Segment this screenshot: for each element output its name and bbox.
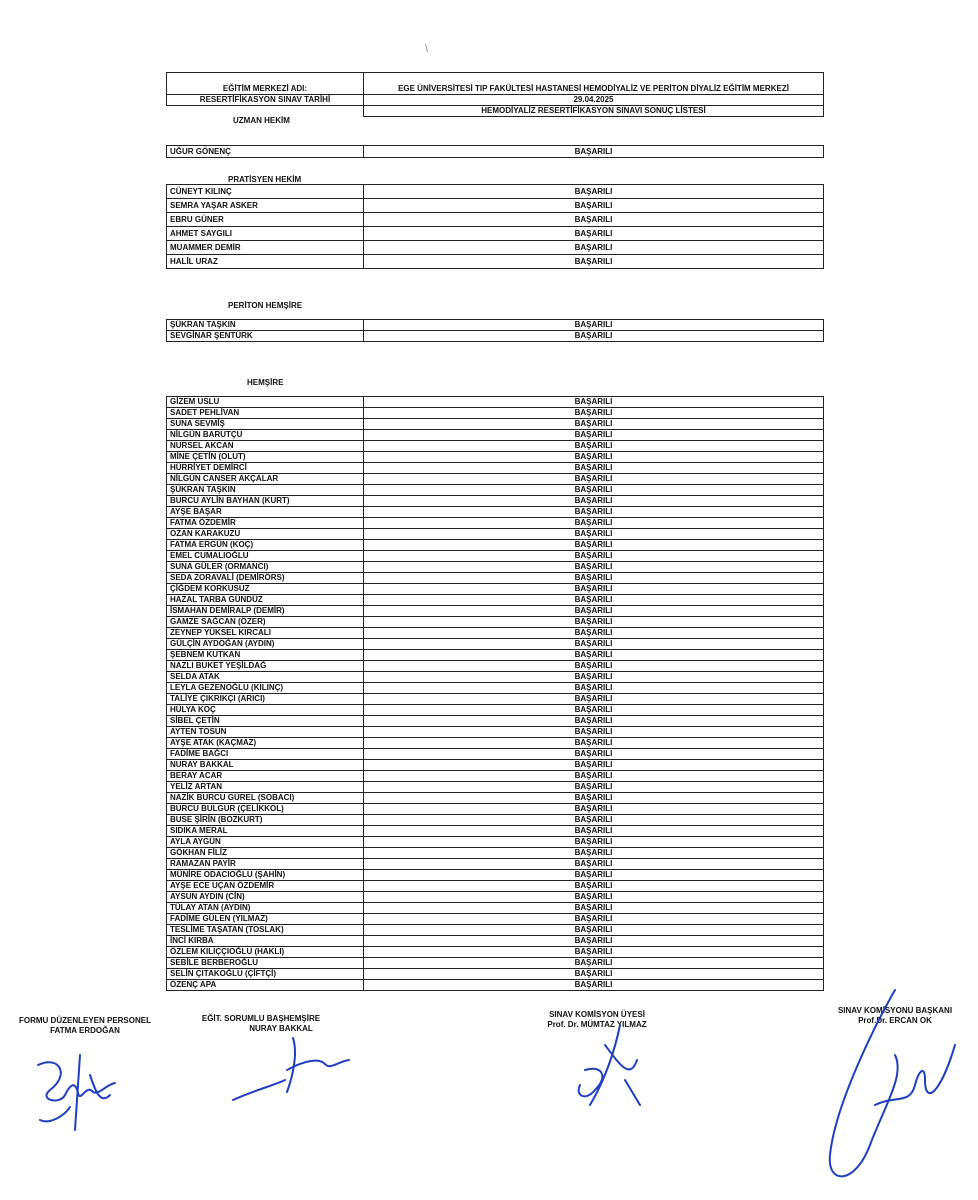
row-name: AYŞE ECE UÇAN ÖZDEMİR [167, 881, 364, 892]
table-row [167, 727, 824, 738]
table-row [167, 826, 824, 837]
row-name: HALİL URAZ [167, 255, 364, 269]
row-result: BAŞARILI [364, 903, 824, 914]
row-result: BAŞARILI [364, 925, 824, 936]
signature-block-preparer [10, 1016, 160, 1036]
row-result: BAŞARILI [364, 837, 824, 848]
signature-scribble-head-nurse [225, 1030, 365, 1110]
table-row [167, 331, 824, 342]
table-row [167, 980, 824, 991]
signature-name: Prof. Dr. MÜMTAZ YILMAZ [547, 1020, 647, 1029]
row-result: BAŞARILI [364, 606, 824, 617]
row-name: SEDA ZORAVALİ (DEMİRÖRS) [167, 573, 364, 584]
row-name: FATMA ERGÜN (KOÇ) [167, 540, 364, 551]
table-row [167, 881, 824, 892]
table-row [167, 397, 824, 408]
hemsire-table [166, 396, 824, 991]
row-name: CÜNEYT KILINÇ [167, 185, 364, 199]
row-result: BAŞARILI [364, 441, 824, 452]
row-name: ŞÜKRAN TAŞKIN [167, 320, 364, 331]
table-row [167, 639, 824, 650]
row-name: ÇİĞDEM KORKUSUZ [167, 584, 364, 595]
row-name: HAZAL TARBA GÜNDÜZ [167, 595, 364, 606]
row-result: BAŞARILI [364, 397, 824, 408]
row-name: SELDA ATAK [167, 672, 364, 683]
row-name: AHMET SAYGILI [167, 227, 364, 241]
date-label: RESERTİFİKASYON SINAV TARİHİ [167, 95, 364, 106]
table-row [167, 892, 824, 903]
row-result: BAŞARILI [364, 507, 824, 518]
row-name: SADET PEHLİVAN [167, 408, 364, 419]
table-row [167, 848, 824, 859]
row-result: BAŞARILI [364, 320, 824, 331]
row-name: GAMZE SAĞCAN (ÖZER) [167, 617, 364, 628]
table-row [167, 705, 824, 716]
row-name: ÖZLEM KILIÇÇIOĞLU (HAKLI) [167, 947, 364, 958]
table-row [167, 738, 824, 749]
table-row [167, 463, 824, 474]
row-result: BAŞARILI [364, 551, 824, 562]
row-result: BAŞARILI [364, 969, 824, 980]
row-name: NAZLI BUKET YEŞİLDAĞ [167, 661, 364, 672]
table-row [167, 584, 824, 595]
row-name: NİLGÜN BARUTÇU [167, 430, 364, 441]
row-result: BAŞARILI [364, 881, 824, 892]
signature-role: FORMU DÜZENLEYEN PERSONEL [18, 1016, 151, 1025]
row-name: SELİN ÇITAKOĞLU (ÇİFTÇİ) [167, 969, 364, 980]
row-name: ŞÜKRAN TAŞKIN [167, 485, 364, 496]
row-result: BAŞARILI [364, 584, 824, 595]
header-table [166, 72, 824, 117]
row-result: BAŞARILI [364, 804, 824, 815]
signature-role: SINAV KOMİSYON ÜYESİ [549, 1010, 645, 1019]
row-result: BAŞARILI [364, 529, 824, 540]
row-name: SEVGİNAR ŞENTÜRK [167, 331, 364, 342]
row-name: AYLA AYGÜN [167, 837, 364, 848]
row-result: BAŞARILI [364, 705, 824, 716]
row-name: YELİZ ARTAN [167, 782, 364, 793]
table-row [167, 408, 824, 419]
table-row [167, 672, 824, 683]
row-result: BAŞARILI [364, 595, 824, 606]
row-name: SUNA SEVMİŞ [167, 419, 364, 430]
table-row [167, 903, 824, 914]
table-row [167, 793, 824, 804]
table-row [167, 255, 824, 269]
row-result: BAŞARILI [364, 213, 824, 227]
row-name: BUSE ŞİRİN (BOZKURT) [167, 815, 364, 826]
table-row [167, 815, 824, 826]
table-row [167, 551, 824, 562]
row-result: BAŞARILI [364, 408, 824, 419]
table-row [167, 870, 824, 881]
row-result: BAŞARILI [364, 540, 824, 551]
table-row [167, 507, 824, 518]
table-row [167, 716, 824, 727]
signature-role: SINAV KOMİSYONU BAŞKANI [837, 1006, 953, 1015]
row-result: BAŞARILI [364, 760, 824, 771]
row-name: MÜNİRE ODACIOĞLU (ŞAHİN) [167, 870, 364, 881]
row-result: BAŞARILI [364, 639, 824, 650]
table-row [167, 430, 824, 441]
row-name: UĞUR GÖNENÇ [167, 146, 364, 158]
table-row [167, 694, 824, 705]
row-name: AYŞE ATAK (KAÇMAZ) [167, 738, 364, 749]
table-row [167, 540, 824, 551]
center-label: EĞİTİM MERKEZİ ADI: [167, 73, 364, 95]
row-name: HÜLYA KOÇ [167, 705, 364, 716]
row-result: BAŞARILI [364, 146, 824, 158]
row-name: SİBEL ÇETİN [167, 716, 364, 727]
table-row [167, 947, 824, 958]
row-result: BAŞARILI [364, 419, 824, 430]
table-row [167, 241, 824, 255]
row-name: FADİME BAĞCI [167, 749, 364, 760]
row-result: BAŞARILI [364, 474, 824, 485]
row-result: BAŞARILI [364, 255, 824, 269]
section-title-periton: PERİTON HEMŞİRE [228, 301, 303, 310]
table-row [167, 760, 824, 771]
table-row [167, 914, 824, 925]
row-result: BAŞARILI [364, 185, 824, 199]
table-row [167, 573, 824, 584]
table-row [167, 650, 824, 661]
table-row [167, 441, 824, 452]
row-name: NAZİK BURCU GÜREL (SOBACI) [167, 793, 364, 804]
row-result: BAŞARILI [364, 485, 824, 496]
table-row [167, 320, 824, 331]
row-result: BAŞARILI [364, 672, 824, 683]
row-result: BAŞARILI [364, 749, 824, 760]
signature-name: NURAY BAKKAL [249, 1024, 313, 1033]
row-result: BAŞARILI [364, 782, 824, 793]
row-name: NURAY BAKKAL [167, 760, 364, 771]
table-row [167, 595, 824, 606]
row-result: BAŞARILI [364, 683, 824, 694]
row-result: BAŞARILI [364, 496, 824, 507]
table-row [167, 518, 824, 529]
row-result: BAŞARILI [364, 870, 824, 881]
row-name: ŞEBNEM KUTKAN [167, 650, 364, 661]
row-result: BAŞARILI [364, 716, 824, 727]
row-result: BAŞARILI [364, 463, 824, 474]
table-row [167, 969, 824, 980]
row-name: GÖKHAN FİLİZ [167, 848, 364, 859]
row-result: BAŞARILI [364, 958, 824, 969]
row-result: BAŞARILI [364, 815, 824, 826]
row-name: AYSUN AYDIN (CİN) [167, 892, 364, 903]
table-row [167, 628, 824, 639]
table-row [167, 485, 824, 496]
row-result: BAŞARILI [364, 738, 824, 749]
table-row [167, 936, 824, 947]
row-result: BAŞARILI [364, 694, 824, 705]
row-name: İSMAHAN DEMİRALP (DEMİR) [167, 606, 364, 617]
row-result: BAŞARILI [364, 892, 824, 903]
date-value: 29.04.2025 [364, 95, 824, 106]
table-row [167, 683, 824, 694]
row-name: SIDIKA MERAL [167, 826, 364, 837]
row-result: BAŞARILI [364, 936, 824, 947]
row-name: RAMAZAN PAYİR [167, 859, 364, 870]
row-result: BAŞARILI [364, 562, 824, 573]
row-name: NURSEL AKCAN [167, 441, 364, 452]
table-row [167, 227, 824, 241]
row-result: BAŞARILI [364, 430, 824, 441]
table-row [167, 958, 824, 969]
row-result: BAŞARILI [364, 859, 824, 870]
row-result: BAŞARILI [364, 650, 824, 661]
row-name: AYŞE BAŞAR [167, 507, 364, 518]
row-result: BAŞARILI [364, 518, 824, 529]
row-result: BAŞARILI [364, 771, 824, 782]
row-name: SEMRA YAŞAR ASKER [167, 199, 364, 213]
table-row [167, 661, 824, 672]
stray-mark [425, 44, 428, 52]
row-result: BAŞARILI [364, 947, 824, 958]
table-row [167, 474, 824, 485]
row-name: FADİME GÜLEN (YILMAZ) [167, 914, 364, 925]
row-result: BAŞARILI [364, 573, 824, 584]
header-empty-cell [167, 106, 364, 117]
table-row [167, 617, 824, 628]
row-name: TALİYE ÇIKRIKÇI (ARICI) [167, 694, 364, 705]
row-result: BAŞARILI [364, 980, 824, 991]
table-row [167, 782, 824, 793]
row-result: BAŞARILI [364, 227, 824, 241]
row-name: GİZEM USLU [167, 397, 364, 408]
row-name: HÜRRİYET DEMİRCİ [167, 463, 364, 474]
row-result: BAŞARILI [364, 727, 824, 738]
row-name: BURCU BULGUR (ÇELİKKOL) [167, 804, 364, 815]
row-name: NİLGÜN CANSER AKÇALAR [167, 474, 364, 485]
row-result: BAŞARILI [364, 331, 824, 342]
row-result: BAŞARILI [364, 452, 824, 463]
center-value: EGE ÜNİVERSİTESİ TIP FAKÜLTESİ HASTANESİ HEMODİYALİZ VE PERİTON DİYALİZ EĞİTİM MERKEZİ [364, 73, 824, 95]
table-row [167, 771, 824, 782]
row-result: BAŞARILI [364, 617, 824, 628]
table-row [167, 859, 824, 870]
row-name: ZEYNEP YÜKSEL KIRCALI [167, 628, 364, 639]
row-name: MİNE ÇETİN (OLUT) [167, 452, 364, 463]
row-result: BAŞARILI [364, 199, 824, 213]
uzman-table [166, 145, 824, 158]
section-title-pratisyen: PRATİSYEN HEKİM [228, 175, 302, 184]
table-row [167, 185, 824, 199]
table-row [167, 452, 824, 463]
signature-name: Prof.Dr. ERCAN OK [858, 1016, 932, 1025]
row-name: SUNA GÜLER (ORMANCI) [167, 562, 364, 573]
row-result: BAŞARILI [364, 793, 824, 804]
table-row [167, 419, 824, 430]
row-name: BURCU AYLİN BAYHAN (KURT) [167, 496, 364, 507]
pratisyen-table [166, 184, 824, 269]
row-name: OZAN KARAKUZU [167, 529, 364, 540]
row-name: TÜLAY ATAN (AYDIN) [167, 903, 364, 914]
table-row [167, 562, 824, 573]
row-name: FATMA ÖZDEMİR [167, 518, 364, 529]
row-name: EMEL CUMALIOĞLU [167, 551, 364, 562]
signature-scribble-chair [815, 985, 965, 1190]
table-row [167, 925, 824, 936]
table-row [167, 804, 824, 815]
signature-scribble-member [565, 1020, 655, 1115]
row-name: SEBİLE BERBEROĞLU [167, 958, 364, 969]
section-title-hemsire: HEMŞİRE [247, 378, 284, 387]
row-name: EBRU GÜNER [167, 213, 364, 227]
row-name: İNCİ KIRBA [167, 936, 364, 947]
row-result: BAŞARILI [364, 848, 824, 859]
table-row [167, 213, 824, 227]
table-row [167, 837, 824, 848]
list-title: HEMODİYALİZ RESERTİFİKASYON SINAVI SONUÇ LİSTESİ [364, 106, 824, 117]
row-name: LEYLA GEZENOĞLU (KILINÇ) [167, 683, 364, 694]
signature-name: FATMA ERDOĞAN [50, 1026, 120, 1035]
periton-table [166, 319, 824, 342]
row-name: MUAMMER DEMİR [167, 241, 364, 255]
table-row [167, 199, 824, 213]
row-result: BAŞARILI [364, 914, 824, 925]
row-name: ÖZENÇ APA [167, 980, 364, 991]
table-row [167, 496, 824, 507]
row-name: BERAY ACAR [167, 771, 364, 782]
table-row [167, 146, 824, 158]
row-result: BAŞARILI [364, 628, 824, 639]
table-row [167, 529, 824, 540]
signature-scribble-preparer [20, 1045, 140, 1135]
row-result: BAŞARILI [364, 826, 824, 837]
section-title-uzman: UZMAN HEKİM [233, 116, 290, 125]
table-row [167, 606, 824, 617]
row-result: BAŞARILI [364, 241, 824, 255]
signature-role: EĞİT. SORUMLU BAŞHEMŞİRE [201, 1014, 321, 1023]
row-name: AYTEN TOSUN [167, 727, 364, 738]
row-name: TESLİME TAŞATAN (TOSLAK) [167, 925, 364, 936]
row-result: BAŞARILI [364, 661, 824, 672]
table-row [167, 749, 824, 760]
row-name: GÜLÇİN AYDOĞAN (AYDIN) [167, 639, 364, 650]
